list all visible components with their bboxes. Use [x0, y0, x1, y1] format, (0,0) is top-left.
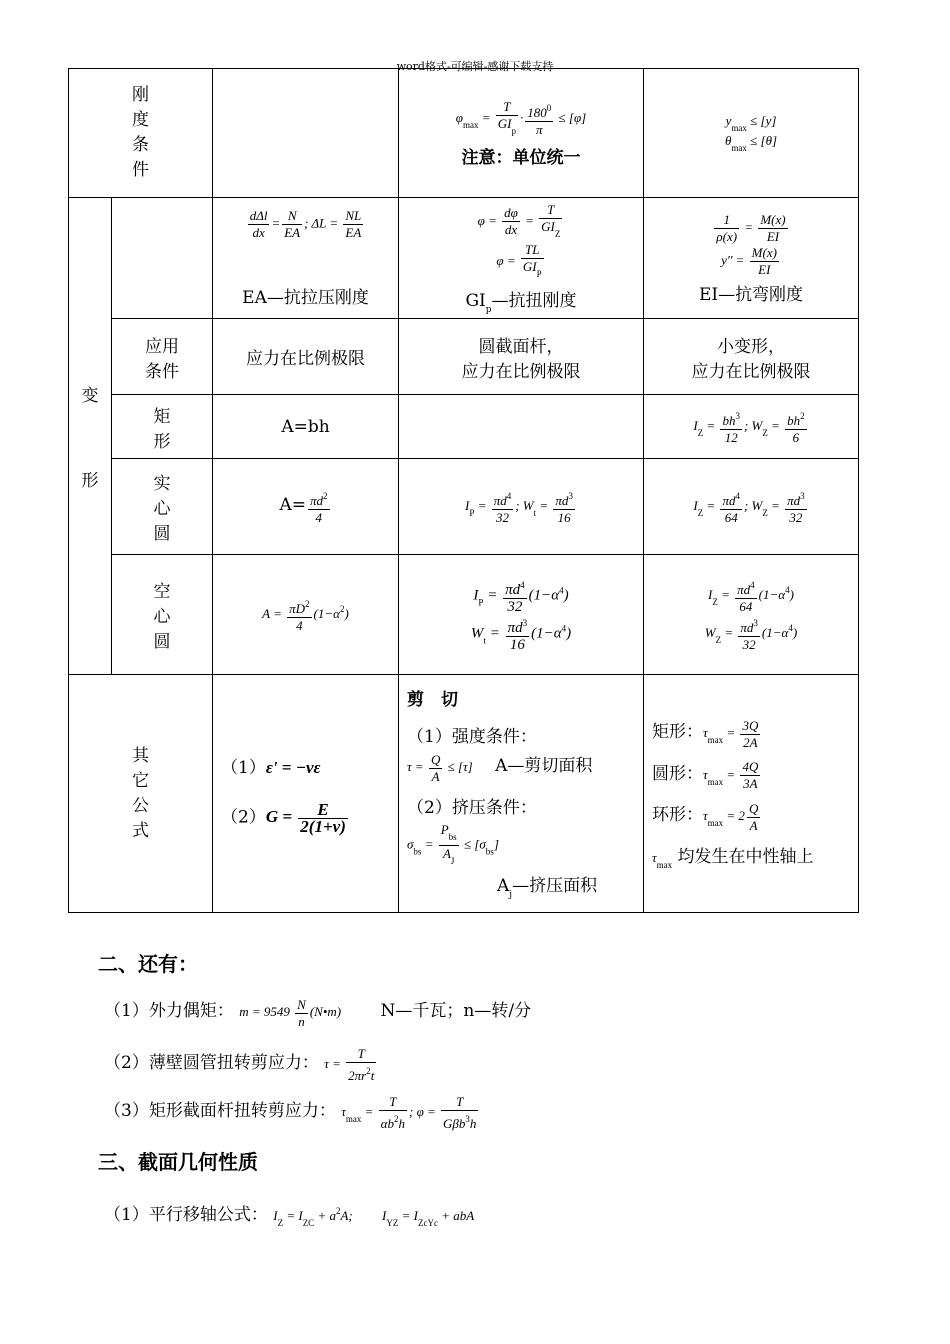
condition-label: 应用 条件: [112, 319, 213, 395]
hollow-bending: $I_Z$ = $\frac{\pi d^4}{64}$ $(1-\alpha^4)$ $W_Z$ = $\frac{\pi d^3}{32}$ $(1-\alpha^4)$: [644, 555, 859, 675]
stiffness-label-cell: [69, 69, 213, 198]
section-3-title: 三、截面几何性质: [98, 1150, 258, 1174]
other-formulas: （1）ε' = −νε （2）G = $\frac{E}{2(1+\nu)}$: [213, 675, 399, 913]
axial-formula-cell: [213, 198, 399, 319]
page-header: word格式-可编辑-感谢下载支持: [396, 60, 554, 73]
shear-title: 剪 切: [407, 690, 458, 710]
solid-axial: A= $\frac{\pi d^2}{4}$: [213, 459, 399, 555]
hollow-label: 空 心 圆: [112, 555, 213, 675]
bending-stiffness-formula: $y_{max} \le [y]$ $\theta_{max} \le [\theta]$: [724, 113, 778, 153]
shear-cell: 剪 切 （1）强度条件： τ = $\frac{Q}{A}$ ≤ [τ] A—剪切面积 （2）挤压条件： $\sigma_{bs}$ = $\frac{P_{bs}}{A_J}$ ≤ $[\sigma_{bs}]$ $A_j—$挤压面积: [399, 675, 644, 913]
hollow-axial: A = $\frac{\pi D^2}{4}$ $(1-\alpha^2)$: [213, 555, 399, 675]
bending-formula-cell: [644, 198, 859, 319]
cell: [399, 395, 644, 459]
s2-line3: （3）矩形截面杆扭转剪应力： $\tau_{max}$ = $\frac{T}{\alpha b^2h}$ ; φ = $\frac{T}{G\beta b^3h}$: [104, 1094, 477, 1131]
torsion-stiffness-formula: $\varphi_{max}$ = $\frac{T}{GI_p}$ · $\frac{180^0}{\pi}$ ≤ [φ]: [455, 98, 587, 137]
torsion-formula: φ = $\frac{d\varphi}{dx}$ = $\frac{T}{GI_Z}$ φ = $\frac{TL}{GI_P}$: [477, 201, 561, 279]
other-label-cell: [69, 675, 213, 913]
solid-torsion: $I_P$ = $\frac{\pi d^4}{32}$ ; $W_t$ = $\frac{\pi d^3}{16}$: [399, 459, 644, 555]
table-row: [69, 459, 859, 555]
shear-note2: $A_j—$挤压面积: [497, 875, 598, 900]
solid-bending: $I_Z$ = $\frac{\pi d^4}{64}$ ; $W_Z$ = $\frac{\pi d^3}{32}$: [644, 459, 859, 555]
rect-label: 矩 形: [112, 395, 213, 459]
axial-note: EA—抗拉压刚度: [242, 288, 369, 308]
shear-cond2: （2）挤压条件：: [407, 797, 537, 818]
table-row: [69, 69, 859, 198]
bending-condition: 小变形， 应力在比例极限: [644, 319, 859, 395]
table-row: [69, 319, 859, 395]
table-row: [69, 555, 859, 675]
torsion-condition: 圆截面杆， 应力在比例极限: [399, 319, 644, 395]
cell: [112, 198, 213, 319]
cell: [213, 69, 399, 198]
bending-formula: $\frac{1}{\rho(x)}$ = $\frac{M(x)}{EI}$ y'' = $\frac{M(x)}{EI}$: [716, 211, 786, 277]
s2-line1: （1）外力偶矩： m = 9549 $\frac{N}{n}$ (N•m) N—千瓦；n—转/分: [104, 996, 532, 1029]
bending-note: EI—抗弯刚度: [698, 284, 804, 305]
other-label: 其 它 公 式: [132, 745, 149, 841]
stiffness-label: 刚 度 条 件: [132, 85, 149, 180]
table-row: [69, 675, 859, 913]
s3-line1: （1）平行移轴公式： $I_Z = I_{ZC} + a^2A$; $I_{YZ} = I_{ZcYc}$ + abA: [104, 1205, 475, 1228]
bending-stiffness-cell: [644, 69, 859, 198]
rect-bending: $I_Z$ = $\frac{bh^3}{12}$ ; $W_Z$ = $\frac{bh^2}{6}$: [644, 395, 859, 459]
table-row: [69, 198, 859, 319]
formula-table: [68, 68, 859, 913]
torsion-stiffness-cell: [399, 69, 644, 198]
tau-cell: 矩形：$\tau_{max}$ = $\frac{3Q}{2A}$ 圆形：$\tau_{max}$ = $\frac{4Q}{3A}$ 环形：$\tau_{max} = 2$ $\frac{Q}{A}$ $\tau_{max}$ 均发生在中性轴上: [644, 675, 859, 913]
shear-cond1: （1）强度条件：: [407, 727, 537, 747]
torsion-note: $GI_p—$抗扭刚度: [465, 290, 577, 315]
table-row: [69, 395, 859, 459]
section-2-title: 二、还有：: [98, 952, 198, 976]
solid-label: 实 心 圆: [112, 459, 213, 555]
deform-label-cell: [69, 198, 112, 675]
torsion-stiffness-note: 注意：单位统一: [461, 147, 581, 168]
s2-line2: （2）薄壁圆管扭转剪应力： τ = $\frac{T}{2\pi r^2t}$: [104, 1046, 375, 1083]
rect-axial: A=bh: [213, 395, 399, 459]
hollow-torsion: $I_P$ = $\frac{\pi d^4}{32}$ $(1-\alpha^4)$ $W_t$ = $\frac{\pi d^3}{16}$ $(1-\alpha^4)$: [399, 555, 644, 675]
deform-label: 变 形: [81, 386, 99, 491]
shear-note1: A—剪切面积: [495, 756, 593, 776]
torsion-formula-cell: [399, 198, 644, 319]
axial-formula: $\frac{\text{dΔl}}{dx}$ = $\frac{N}{EA}$ ; ΔL = $\frac{NL}{EA}$: [249, 208, 362, 240]
axial-condition: 应力在比例极限: [213, 319, 399, 395]
